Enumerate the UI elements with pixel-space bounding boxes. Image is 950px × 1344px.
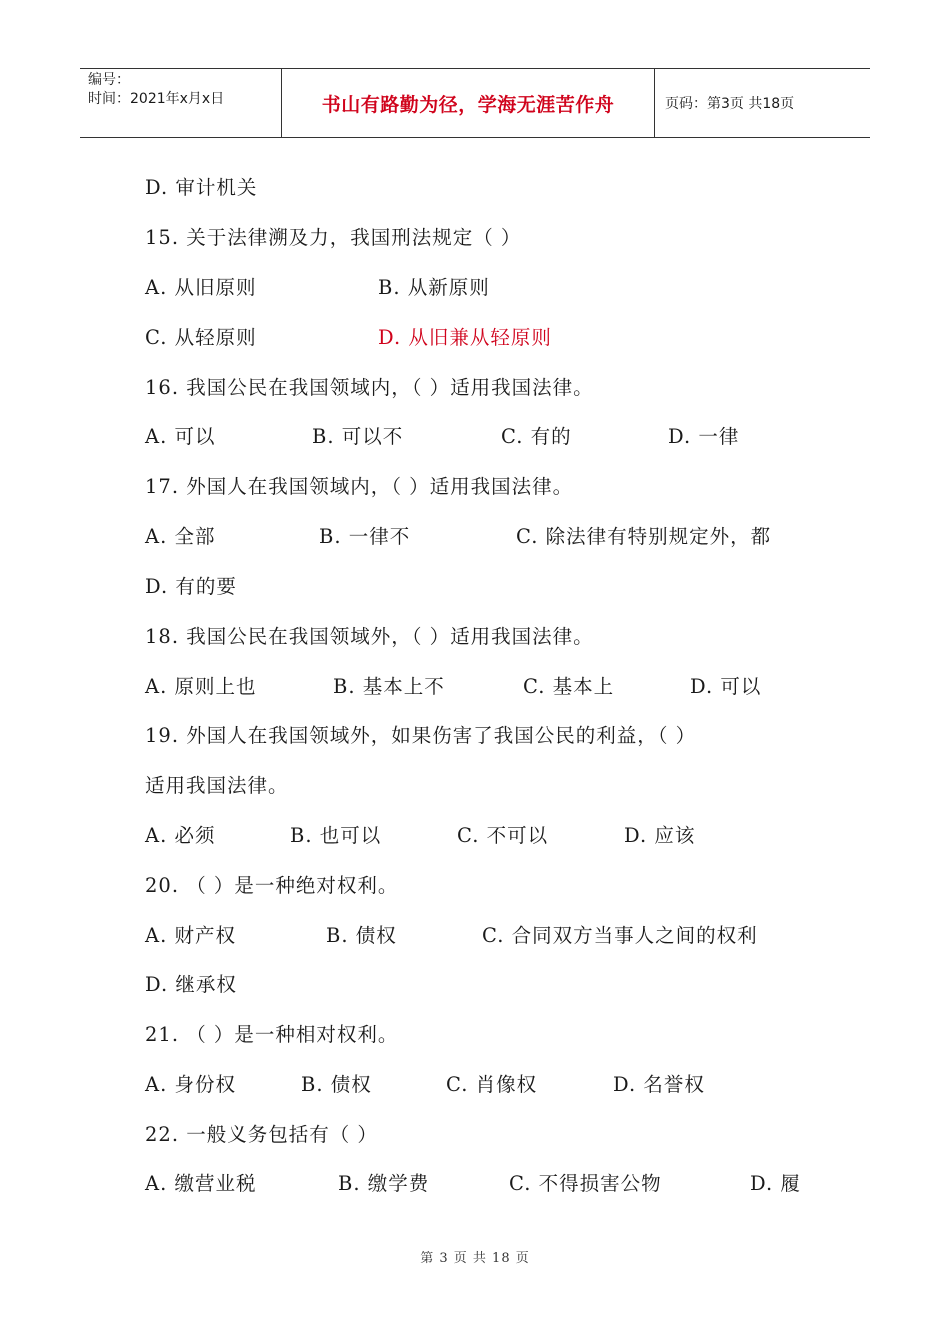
question-21: 21. （ ）是一种相对权利。	[145, 1023, 399, 1046]
page-footer: 第 3 页 共 18 页	[420, 1251, 530, 1266]
question-18: 18. 我国公民在我国领域外，（ ）适用我国法律。	[145, 625, 594, 648]
question-15: 15. 关于法律溯及力，我国刑法规定（ ）	[145, 226, 522, 249]
header-page-info: 页码：第3页 共18页	[665, 96, 795, 112]
option-a: A. 必须	[145, 824, 216, 847]
question-17: 17. 外国人在我国领域内，（ ）适用我国法律。	[145, 475, 574, 498]
question-20: 20. （ ）是一种绝对权利。	[145, 874, 399, 897]
option-a: A. 全部	[145, 525, 216, 548]
question-19-continued: 适用我国法律。	[145, 774, 289, 797]
option-b: B. 一律不	[319, 525, 411, 548]
page-header	[80, 68, 870, 138]
option-d: D. 继承权	[145, 973, 237, 996]
option-c: C. 合同双方当事人之间的权利	[482, 924, 758, 947]
option-a: A. 可以	[145, 425, 216, 448]
time-label: 时间：2021年x月x日	[88, 91, 225, 107]
option-b: B. 缴学费	[338, 1172, 430, 1195]
option-d: D. 可以	[690, 675, 762, 698]
option-c: C. 不得损害公物	[509, 1172, 662, 1195]
option-a: A. 身份权	[145, 1073, 236, 1096]
option-d: D. 一律	[668, 425, 740, 448]
option-b: B. 债权	[301, 1073, 372, 1096]
header-motto: 书山有路勤为径，学海无涯苦作舟	[282, 69, 655, 137]
option-a: A. 从旧原则	[145, 276, 257, 299]
option-c: C. 基本上	[523, 675, 615, 698]
option-d: D. 名誉权	[613, 1073, 705, 1096]
option-line: D. 审计机关	[145, 176, 258, 199]
option-a: A. 缴营业税	[145, 1172, 257, 1195]
option-c: C. 除法律有特别规定外，都	[516, 525, 772, 548]
option-b: B. 从新原则	[378, 276, 490, 299]
option-b: B. 基本上不	[333, 675, 445, 698]
question-19: 19. 外国人在我国领域外，如果伤害了我国公民的利益，（ ）	[145, 724, 697, 747]
option-c: C. 从轻原则	[145, 326, 257, 349]
answer-option-d: D. 从旧兼从轻原则	[378, 326, 552, 349]
question-22: 22. 一般义务包括有（ ）	[145, 1123, 378, 1146]
option-c: C. 不可以	[457, 824, 549, 847]
option-b: B. 债权	[326, 924, 397, 947]
option-a: A. 原则上也	[145, 675, 257, 698]
option-b: B. 也可以	[290, 824, 382, 847]
number-label: 编号：	[88, 72, 130, 88]
option-c: C. 有的	[501, 425, 572, 448]
option-d: D. 履	[750, 1172, 801, 1195]
question-16: 16. 我国公民在我国领域内，（ ）适用我国法律。	[145, 376, 594, 399]
option-a: A. 财产权	[145, 924, 236, 947]
option-d: D. 应该	[624, 824, 696, 847]
option-d: D. 有的要	[145, 575, 237, 598]
option-c: C. 肖像权	[446, 1073, 538, 1096]
option-b: B. 可以不	[312, 425, 404, 448]
header-meta	[80, 69, 282, 137]
